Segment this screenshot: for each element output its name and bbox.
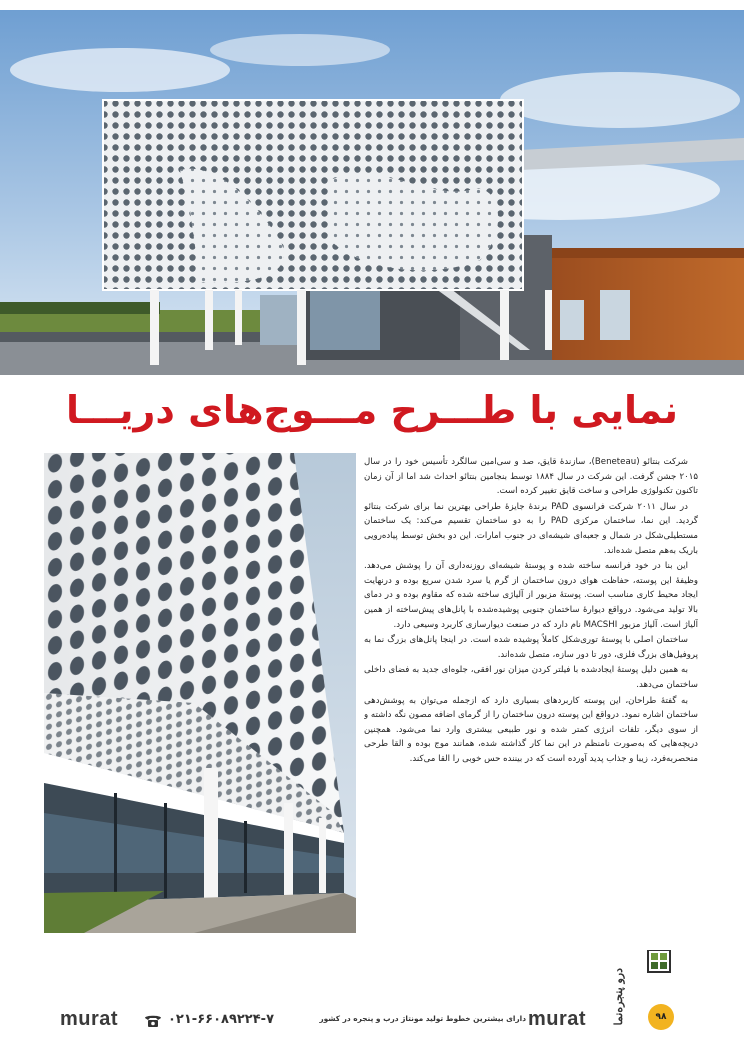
paragraph: به همین دلیل پوستۀ ایجادشده با فیلتر کردن میزان نور افقی، جلوه‌ای جدید به فضای داخلی ساختمان می‌دهد. [364,665,698,690]
phone-icon [144,1013,162,1027]
paragraph: ساختمان اصلی با پوستۀ توری‌شکل کاملاً پوشیده شده است. در اینجا پانل‌های بزرگ نما به پروفیل‌های بزرگ فلزی، دور تا دور سازه، متصل شده‌اند. [364,635,698,660]
footer-tagline: دارای بیشترین خطوط تولید مونتاژ درب و پنجره در کشور [319,1014,526,1023]
murat-logo-right [528,1008,586,1031]
paragraph: به گفتۀ طراحان، این پوسته کاربردهای بسیاری دارد که ازجمله می‌توان به پوشش‌دهی ساختمان اشاره نمود. درواقع این پوسته درون ساختمان را از گرمای اضافه مصون نگه داشته و از سوی دیگر، تلفات انرژی کمتر شده و نور طبیعی بیشتری وارد نما می‌شود. همچنین دریچه‌هایی که به‌صورت نامنظم در این نما کار گذاشته شده، همانند موج بوده و القا طرحی منحصربه‌فرد، زیبا و جذاب پدید آورده است که در بیننده حس خوبی را القا می‌کند. [364,695,698,764]
murat-wordmark: murat [528,1008,587,1030]
article-body [364,455,698,941]
murat-logo-left [60,1008,118,1031]
article-title: نمایی با طـــرح مـــوج‌های دریـــا [66,388,678,432]
magazine-name: درو پنجره‌نما [612,968,625,1026]
paragraph: شرکت بنتائو (Beneteau)، سازندۀ قایق، صد و سی‌امین سالگرد تأسیس خود را در سال ۲۰۱۵ جشن گرفت. این شرکت در سال ۱۸۸۴ توسط بنجامین بنتائو احداث شد اما از آن زمان تاکنون تکنولوژی طراحی و ساخت قایق تغییر کرده است. [364,457,698,497]
murat-wordmark: murat [60,1008,119,1030]
paragraph: این بنا در خود فرانسه ساخته شده و پوستۀ شیشه‌ای روزنه‌داری آن را پوشش می‌دهد. وظیفۀ این پوسته، حفاظت هوای درون ساختمان از گرم یا سرد شدن سریع بوده و درنهایت ایجاد محیط کاری مناسب است. پوستۀ مزبور از آلیاژی ساخته شده که مقاوم بوده و در دمای بالا تولید می‌شود. درواقع دیوارۀ ساختمان جنوبی پوشیده‌شده با پانل‌های پیش‌ساخته از همین آلیاژ است. آلیاژ مزبور MACSHI نام دارد که در صنعت دیوارسازی کاربرد وسیعی دارد. [364,561,698,630]
facade-closeup-photo [44,453,356,933]
hero-photo [0,10,744,375]
page-number-badge: ۹۸ [648,1004,674,1030]
footer-phone: ۰۲۱-۶۶۰۸۹۲۲۴-۷ [168,1012,275,1027]
paragraph: در سال ۲۰۱۱ شرکت فرانسوی PAD برندۀ جایزۀ طراحی بهترین نما برای شرکت بنتائو گردید. این نما، ساختمان مرکزی PAD را به دو ساختمان تقسیم می‌کند: یک ساختمان مستطیلی‌شکل در شمال و جعبه‌ای شیشه‌ای در جنوب امارات. این دو بخش توسط پیاده‌رویی باریک به‌هم متصل شده‌اند. [364,501,698,556]
